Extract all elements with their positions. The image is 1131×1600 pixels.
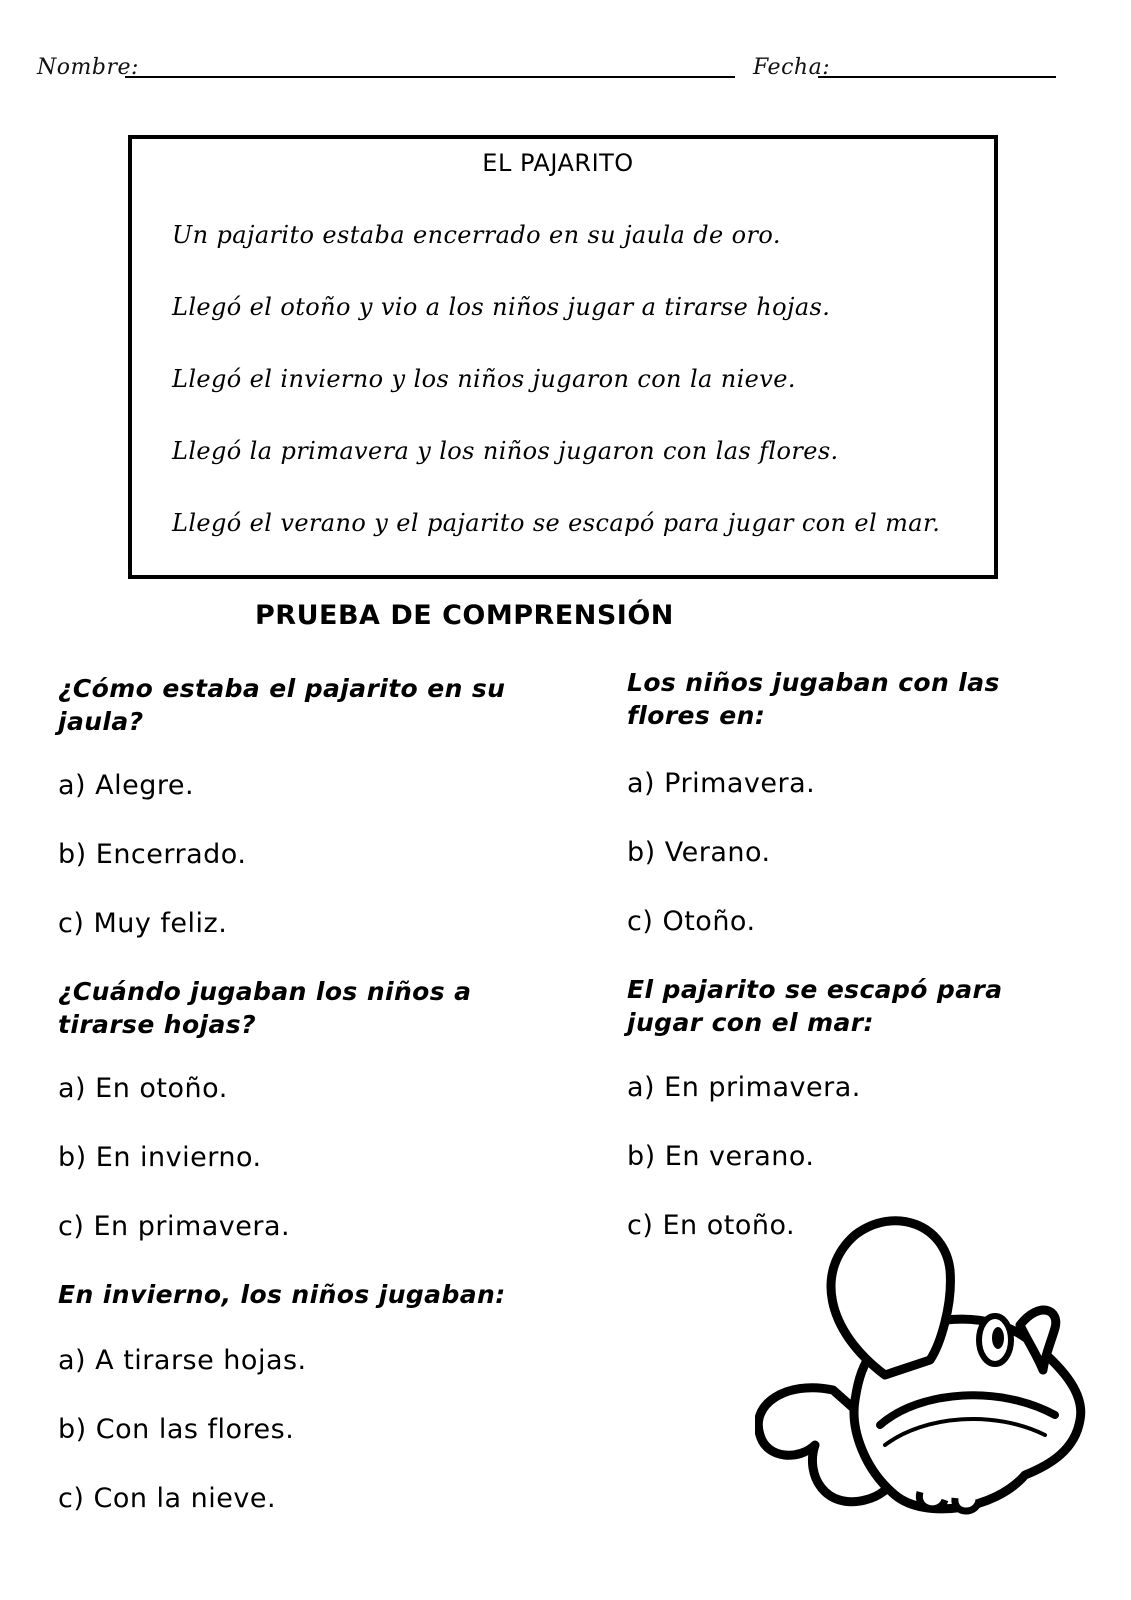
q5-option-c[interactable]: c) En otoño.: [627, 1210, 796, 1241]
q2-option-c[interactable]: c) En primavera.: [58, 1211, 291, 1242]
q5-option-b[interactable]: b) En verano.: [627, 1141, 815, 1172]
q2-option-b[interactable]: b) En invierno.: [58, 1142, 262, 1173]
story-box: [128, 135, 998, 579]
question-3: En invierno, los niños jugaban:: [58, 1280, 506, 1309]
story-line-2: Llegó el otoño y vio a los niños jugar a tirarse hojas.: [172, 293, 831, 321]
date-label: Fecha:: [753, 55, 831, 80]
story-line-4: Llegó la primavera y los niños jugaron con las flores.: [172, 437, 839, 465]
bird-illustration: [755, 1210, 1100, 1540]
q2-option-a[interactable]: a) En otoño.: [58, 1073, 228, 1104]
name-label: Nombre:: [37, 55, 139, 80]
question-5: El pajarito se escapó para jugar con el mar:: [627, 975, 1003, 1037]
q4-option-c[interactable]: c) Otoño.: [627, 906, 756, 937]
q4-option-b[interactable]: b) Verano.: [627, 837, 771, 868]
quiz-title: PRUEBA DE COMPRENSIÓN: [255, 600, 674, 631]
story-line-3: Llegó el invierno y los niños jugaron con la nieve.: [172, 365, 796, 393]
q1-option-c[interactable]: c) Muy feliz.: [58, 908, 228, 939]
q3-option-a[interactable]: a) A tirarse hojas.: [58, 1345, 307, 1376]
date-field[interactable]: [818, 76, 1056, 78]
question-2: ¿Cuándo jugaban los niños a tirarse hojas?: [58, 977, 472, 1039]
q3-option-c[interactable]: c) Con la nieve.: [58, 1483, 277, 1514]
story-line-5: Llegó el verano y el pajarito se escapó para jugar con el mar.: [172, 509, 941, 537]
q4-option-a[interactable]: a) Primavera.: [627, 768, 816, 799]
q5-option-a[interactable]: a) En primavera.: [627, 1072, 861, 1103]
story-title: EL PAJARITO: [482, 149, 634, 177]
question-1: ¿Cómo estaba el pajarito en su jaula?: [58, 674, 506, 736]
q1-option-a[interactable]: a) Alegre.: [58, 770, 195, 801]
question-4: Los niños jugaban con las flores en:: [627, 668, 1000, 730]
q3-option-b[interactable]: b) Con las flores.: [58, 1414, 295, 1445]
q1-option-b[interactable]: b) Encerrado.: [58, 839, 247, 870]
bird-wing: [831, 1221, 950, 1375]
name-field[interactable]: [125, 76, 735, 78]
story-line-1: Un pajarito estaba encerrado en su jaula de oro.: [172, 221, 781, 249]
